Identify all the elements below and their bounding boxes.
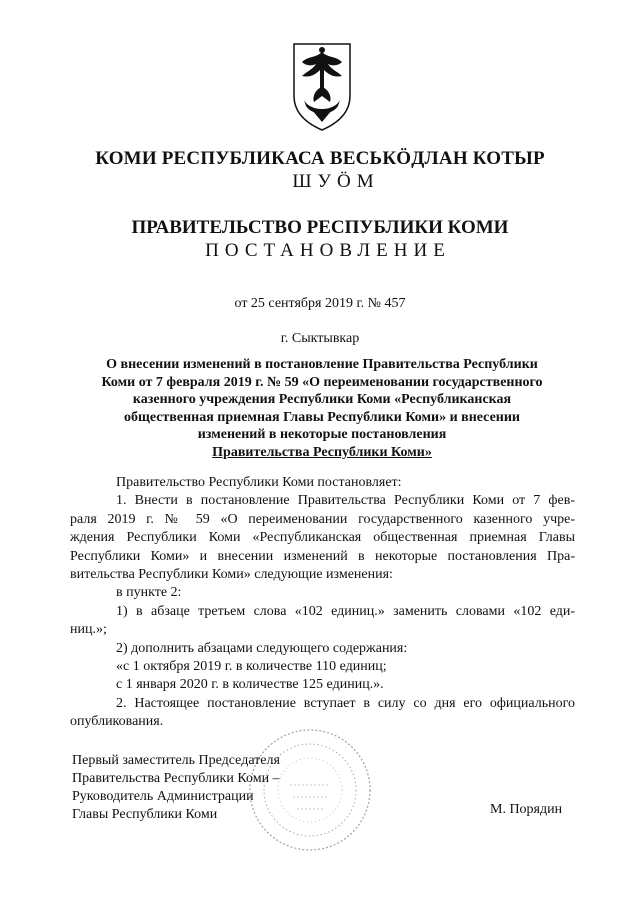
coat-of-arms-emblem: [290, 40, 354, 132]
signature-position: [72, 752, 280, 824]
title-line: казенного учреждения Республики Коми «Республиканская: [132, 392, 512, 408]
body-line: Республики Коми» и внесении изменений в некоторые постановления Пра-: [70, 548, 575, 564]
signature-position-line: Главы Республики Коми: [72, 807, 218, 822]
body-paragraph: «с 1 октября 2019 г. в количестве 110 единиц;: [116, 659, 387, 675]
document-date-number: от 25 сентября 2019 г. № 457: [234, 296, 406, 311]
body-paragraph: Правительство Республики Коми постановляет:: [116, 475, 402, 490]
body-paragraph: с 1 января 2020 г. в количестве 125 единиц.».: [116, 677, 384, 693]
title-line: Правительства Республики Коми»: [212, 444, 432, 460]
body-paragraph: в пункте 2:: [116, 585, 182, 601]
body-line: 1) в абзаце третьем слова «102 единиц.» заменить словами «102 еди-: [116, 603, 575, 619]
body-line: вительства Республики Коми» следующие изменения:: [70, 567, 393, 583]
body-line: 1. Внести в постановление Правительства Республики Коми от 7 фев-: [116, 493, 575, 509]
signature-position-line: Первый заместитель Председателя: [72, 753, 280, 768]
body-line: ждения Республики Коми «Республиканская общественная приемная Главы: [70, 530, 575, 546]
body-line: раля 2019 г. № 59 «О переименовании государственного казенного учре-: [70, 511, 575, 527]
document-title: [82, 356, 562, 462]
body-line: ниц.»;: [70, 622, 107, 638]
signature-position-line: Руководитель Администрации: [72, 789, 254, 804]
signature-position-line: Правительства Республики Коми –: [72, 771, 280, 786]
body-line: 2. Настоящее постановление вступает в силу со дня его официального: [116, 695, 575, 711]
title-line: Коми от 7 февраля 2019 г. № 59 «О переименовании государственного: [101, 374, 543, 390]
title-line: О внесении изменений в постановление Правительства Республики: [106, 357, 538, 372]
komi-header-line2: ШУÖМ: [292, 171, 380, 192]
document-body: [70, 474, 575, 732]
document-city: г. Сыктывкар: [280, 331, 360, 346]
body-line: опубликования.: [70, 714, 164, 730]
title-line: изменений в некоторые постановления: [197, 427, 447, 443]
body-paragraph: 2) дополнить абзацами следующего содержания:: [116, 640, 408, 656]
komi-header-line1: КОМИ РЕСПУБЛИКАСА ВЕСЬКÖДЛАН КОТЫР: [95, 148, 545, 169]
title-line: общественная приемная Главы Республики Коми» и внесении: [124, 409, 520, 425]
signer-name: М. Порядин: [490, 802, 563, 817]
russian-header-line2: ПОСТАНОВЛЕНИЕ: [205, 240, 451, 261]
russian-header-line1: ПРАВИТЕЛЬСТВО РЕСПУБЛИКИ КОМИ: [131, 217, 509, 238]
